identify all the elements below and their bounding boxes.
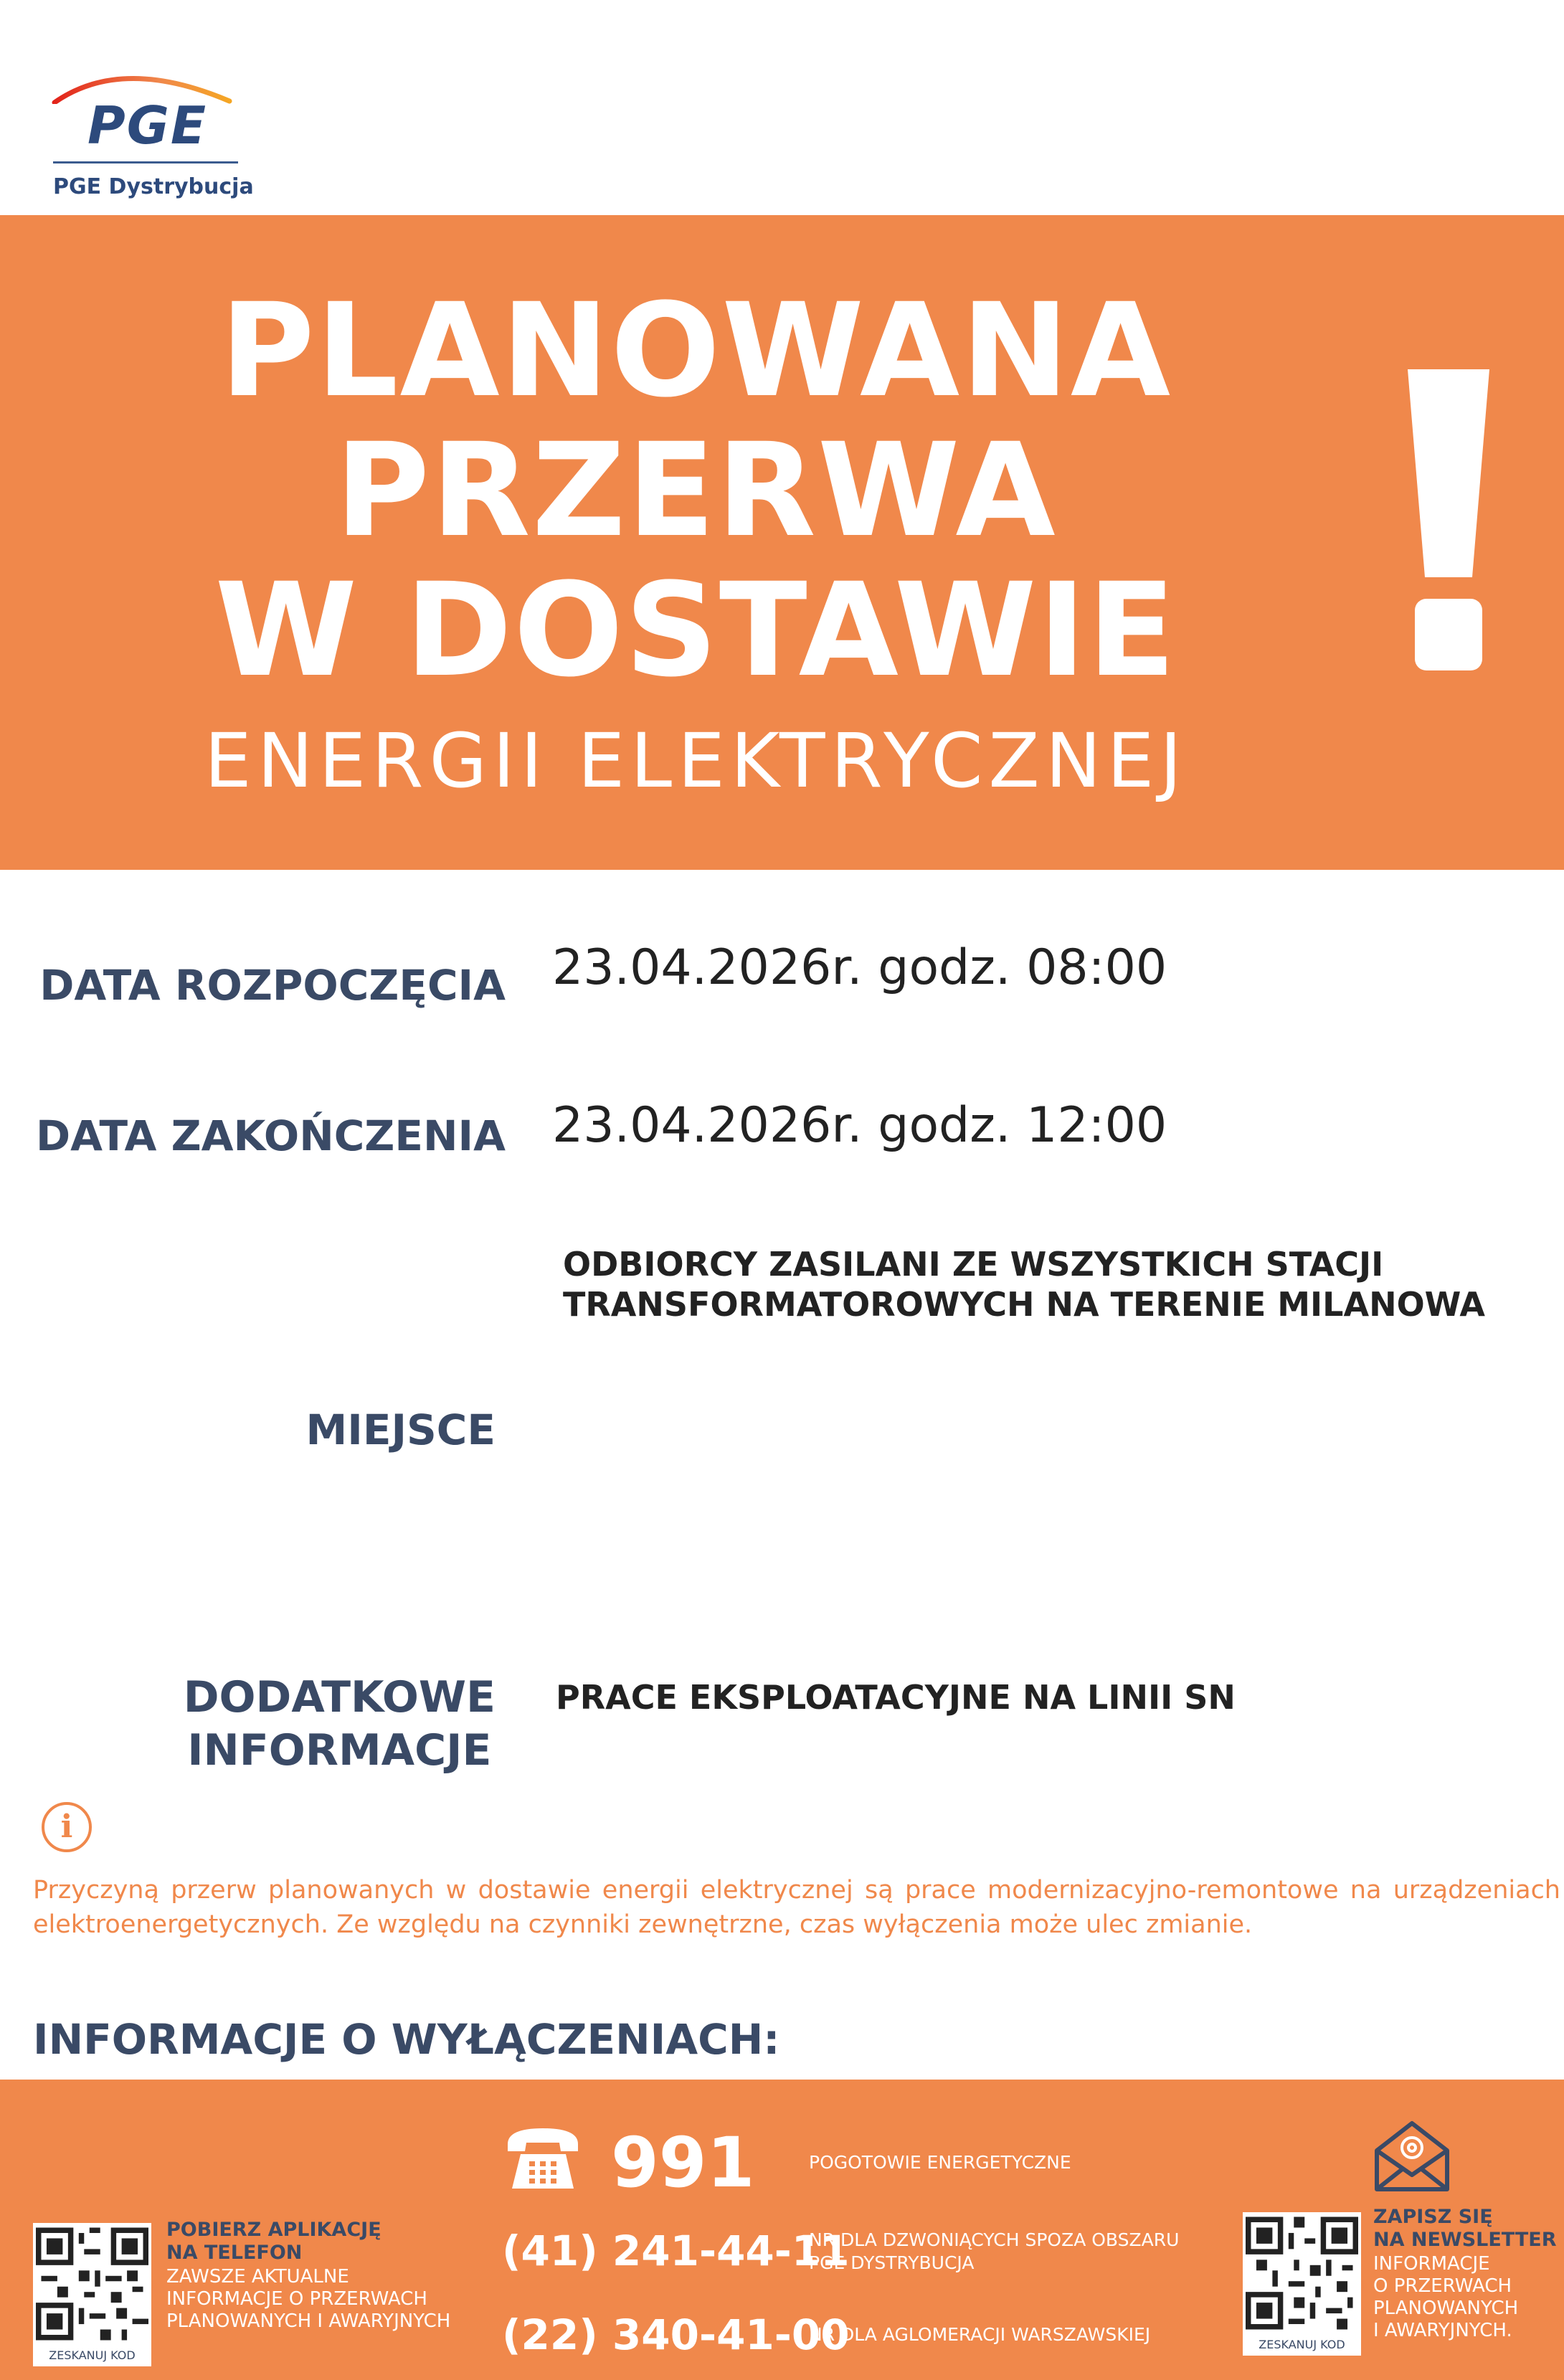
logo-divider [53,161,238,163]
emergency-number[interactable]: 991 [611,2123,755,2203]
warsaw-number[interactable]: (22) 340-41-00 [502,2310,850,2359]
emergency-desc: POGOTOWIE ENERGETYCZNE [809,2152,1071,2173]
newsletter-qr-caption: ZESKANUJ KOD [1243,2334,1361,2356]
contact-section-title: INFORMACJE O WYŁĄCZENIACH: [33,2015,780,2064]
outside-number[interactable]: (41) 241-44-11 [502,2227,850,2275]
newsletter-heading-line-1: ZAPISZ SIĘ [1373,2206,1493,2228]
title-line-1: PLANOWANA [219,276,1172,426]
newsletter-heading [1373,2206,1557,2252]
place-label: MIEJSCE [305,1405,496,1454]
end-date-label: DATA ZAKOŃCZENIA [35,1111,506,1160]
title-line-2: PRZERWA [335,416,1057,566]
qr-code-icon [1246,2215,1358,2331]
extra-info-value: PRACE EKSPLOATACYJNE NA LINII SN [556,1678,1236,1717]
logo-caption: PGE Dystrybucja [53,174,254,199]
newsletter-subtext-line-4: I AWARYJNYCH. [1373,2320,1512,2341]
info-icon: i [42,1802,92,1852]
extra-info-label [184,1671,496,1777]
newsletter-subtext-line-1: INFORMACJE [1373,2253,1490,2275]
envelope-at-icon [1371,2119,1454,2194]
title-line-4: ENERGII ELEKTRYCZNEJ [204,717,1188,805]
notice-text: Przyczyną przerw planowanych w dostawie energii elektrycznej są prace modernizacyjno-remontowe na urządzeniach elektroenergetycznych. Ze względu na czynniki zewnętrzne, czas wyłączenia może ulec zmianie. [33,1876,1560,1939]
place-value [563,1244,1485,1324]
app-heading-line-2: NA TELEFON [166,2242,303,2264]
place-value-line-2: TRANSFORMATOROWYCH NA TERENIE MILANOWA [563,1285,1485,1324]
app-subtext-line-1: ZAWSZE AKTUALNE [166,2266,349,2287]
app-heading [166,2219,381,2265]
exclamation-icon [1395,362,1502,678]
qr-code-icon [36,2226,148,2342]
start-date-value: 23.04.2026r. godz. 08:00 [552,939,1167,996]
app-heading-line-1: POBIERZ APLIKACJĘ [166,2219,381,2241]
warsaw-number-desc: NR DLA AGLOMERACJI WARSZAWSKIEJ [809,2324,1151,2345]
end-date-value: 23.04.2026r. godz. 12:00 [552,1097,1167,1154]
extra-info-label-line-1: DODATKOWE [183,1672,496,1722]
outside-number-desc [809,2229,1179,2275]
app-qr-caption: ZESKANUJ KOD [33,2345,151,2366]
app-qr-code[interactable] [33,2223,151,2345]
outside-number-desc-line-1: NR DLA DZWONIĄCYCH SPOZA OBSZARU [809,2229,1180,2250]
phone-icon [502,2123,584,2194]
pge-logo [50,61,254,204]
logo-mark: PGE [87,95,208,156]
app-subtext [166,2266,450,2333]
newsletter-subtext-line-2: O PRZERWACH [1373,2275,1512,2297]
newsletter-qr-code[interactable] [1243,2212,1361,2334]
newsletter-heading-line-2: NA NEWSLETTER [1373,2229,1557,2251]
extra-info-label-line-2: INFORMACJE [187,1725,492,1775]
title-line-3: W DOSTAWIE [214,556,1177,706]
app-subtext-line-3: PLANOWANYCH I AWARYJNYCH [166,2310,451,2332]
app-subtext-line-2: INFORMACJE O PRZERWACH [166,2288,427,2310]
place-value-line-1: ODBIORCY ZASILANI ZE WSZYSTKICH STACJI [563,1245,1384,1284]
newsletter-subtext-line-3: PLANOWANYCH [1373,2298,1519,2319]
newsletter-subtext [1373,2253,1518,2342]
outside-number-desc-line-2: PGE DYSTRYBUCJA [809,2252,975,2273]
start-date-label: DATA ROZPOCZĘCIA [39,961,506,1010]
